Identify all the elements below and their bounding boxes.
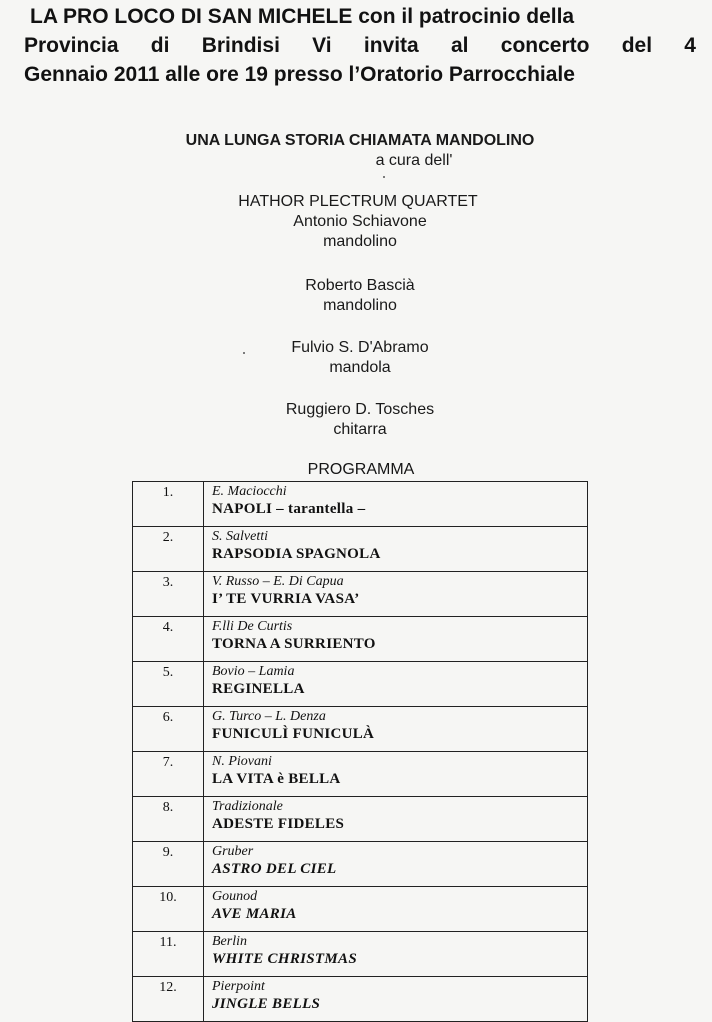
curated-by: a cura dell' (375, 152, 453, 169)
programme-row (133, 617, 588, 662)
musician-block (0, 400, 712, 440)
programme-piece (204, 887, 588, 932)
musician-instrument: chitarra (333, 421, 387, 438)
programme-piece (204, 932, 588, 977)
musician-instrument: mandolino (323, 233, 397, 250)
programme-number: 11. (133, 932, 204, 977)
programme-row (133, 977, 588, 1022)
piece-title: RAPSODIA SPAGNOLA (212, 546, 381, 562)
programme-piece (204, 572, 588, 617)
programme-piece (204, 707, 588, 752)
programme-number: 5. (133, 662, 204, 707)
composer-name: Gounod (212, 889, 258, 904)
invitation-heading (24, 2, 696, 89)
composer-name: Bovio – Lamia (212, 664, 295, 679)
event-block (0, 131, 712, 171)
composer-name: N. Piovani (212, 754, 272, 769)
programme-piece (204, 482, 588, 527)
musician-name: Antonio Schiavone (293, 213, 427, 230)
musician-block (0, 338, 712, 378)
composer-name: Gruber (212, 844, 254, 859)
heading-line-1: LA PRO LOCO DI SAN MICHELE con il patrocinio della (30, 5, 575, 28)
programme-row (133, 572, 588, 617)
composer-name: G. Turco – L. Denza (212, 709, 326, 724)
programme-label: PROGRAMMA (307, 461, 415, 478)
composer-name: V. Russo – E. Di Capua (212, 574, 344, 589)
programme-row (133, 707, 588, 752)
composer-name: E. Maciocchi (212, 484, 287, 499)
heading-line-3: Gennaio 2011 alle ore 19 presso l’Oratorio Parrocchiale (24, 63, 575, 86)
scan-speck (243, 352, 245, 354)
programme-row (133, 797, 588, 842)
musician-instrument: mandola (329, 359, 391, 376)
programme-number: 9. (133, 842, 204, 887)
programme-row (133, 662, 588, 707)
musician-name: Roberto Bascià (305, 277, 415, 294)
programme-piece (204, 662, 588, 707)
composer-name: Pierpoint (212, 979, 265, 994)
piece-title: I’ TE VURRIA VASA’ (212, 591, 360, 607)
programme-number: 7. (133, 752, 204, 797)
heading-line-2: Provincia di Brindisi Vi invita al concerto del 4 (24, 34, 696, 57)
composer-name: F.lli De Curtis (212, 619, 293, 634)
programme-row (133, 527, 588, 572)
composer-name: Berlin (212, 934, 247, 949)
programme-row (133, 482, 588, 527)
programme-number: 10. (133, 887, 204, 932)
piece-title: WHITE CHRISTMAS (212, 951, 357, 967)
musician-name: Fulvio S. D'Abramo (291, 339, 429, 356)
programme-number: 6. (133, 707, 204, 752)
programme-piece (204, 797, 588, 842)
piece-title: FUNICULÌ FUNICULÀ (212, 726, 375, 742)
piece-title: TORNA A SURRIENTO (212, 636, 376, 652)
composer-name: Tradizionale (212, 799, 283, 814)
programme-piece (204, 752, 588, 797)
event-title: UNA LUNGA STORIA CHIAMATA MANDOLINO (185, 132, 535, 149)
musician-instrument: mandolino (323, 297, 397, 314)
musician-block (0, 276, 712, 316)
programme-table-body (133, 482, 588, 1022)
piece-title: LA VITA è BELLA (212, 771, 341, 787)
programme-number: 4. (133, 617, 204, 662)
programme-row (133, 752, 588, 797)
programme-piece (204, 617, 588, 662)
programme-row (133, 887, 588, 932)
programme-piece (204, 977, 588, 1022)
programme-row (133, 932, 588, 977)
programme-piece (204, 842, 588, 887)
composer-name: S. Salvetti (212, 529, 268, 544)
scan-speck (383, 176, 385, 178)
programme-number: 1. (133, 482, 204, 527)
piece-title: ADESTE FIDELES (212, 816, 345, 832)
piece-title: AVE MARIA (212, 906, 297, 922)
programme-piece (204, 527, 588, 572)
programme-number: 2. (133, 527, 204, 572)
programme-row (133, 842, 588, 887)
programme-number: 12. (133, 977, 204, 1022)
musician-name: Ruggiero D. Tosches (285, 401, 435, 418)
ensemble-name: HATHOR PLECTRUM QUARTET (238, 193, 478, 210)
piece-title: NAPOLI – tarantella – (212, 501, 366, 517)
piece-title: JINGLE BELLS (212, 996, 321, 1012)
programme-table (132, 481, 588, 1022)
programme-number: 8. (133, 797, 204, 842)
piece-title: REGINELLA (212, 681, 305, 697)
programme-number: 3. (133, 572, 204, 617)
ensemble-block (0, 192, 712, 252)
piece-title: ASTRO DEL CIEL (212, 861, 337, 877)
